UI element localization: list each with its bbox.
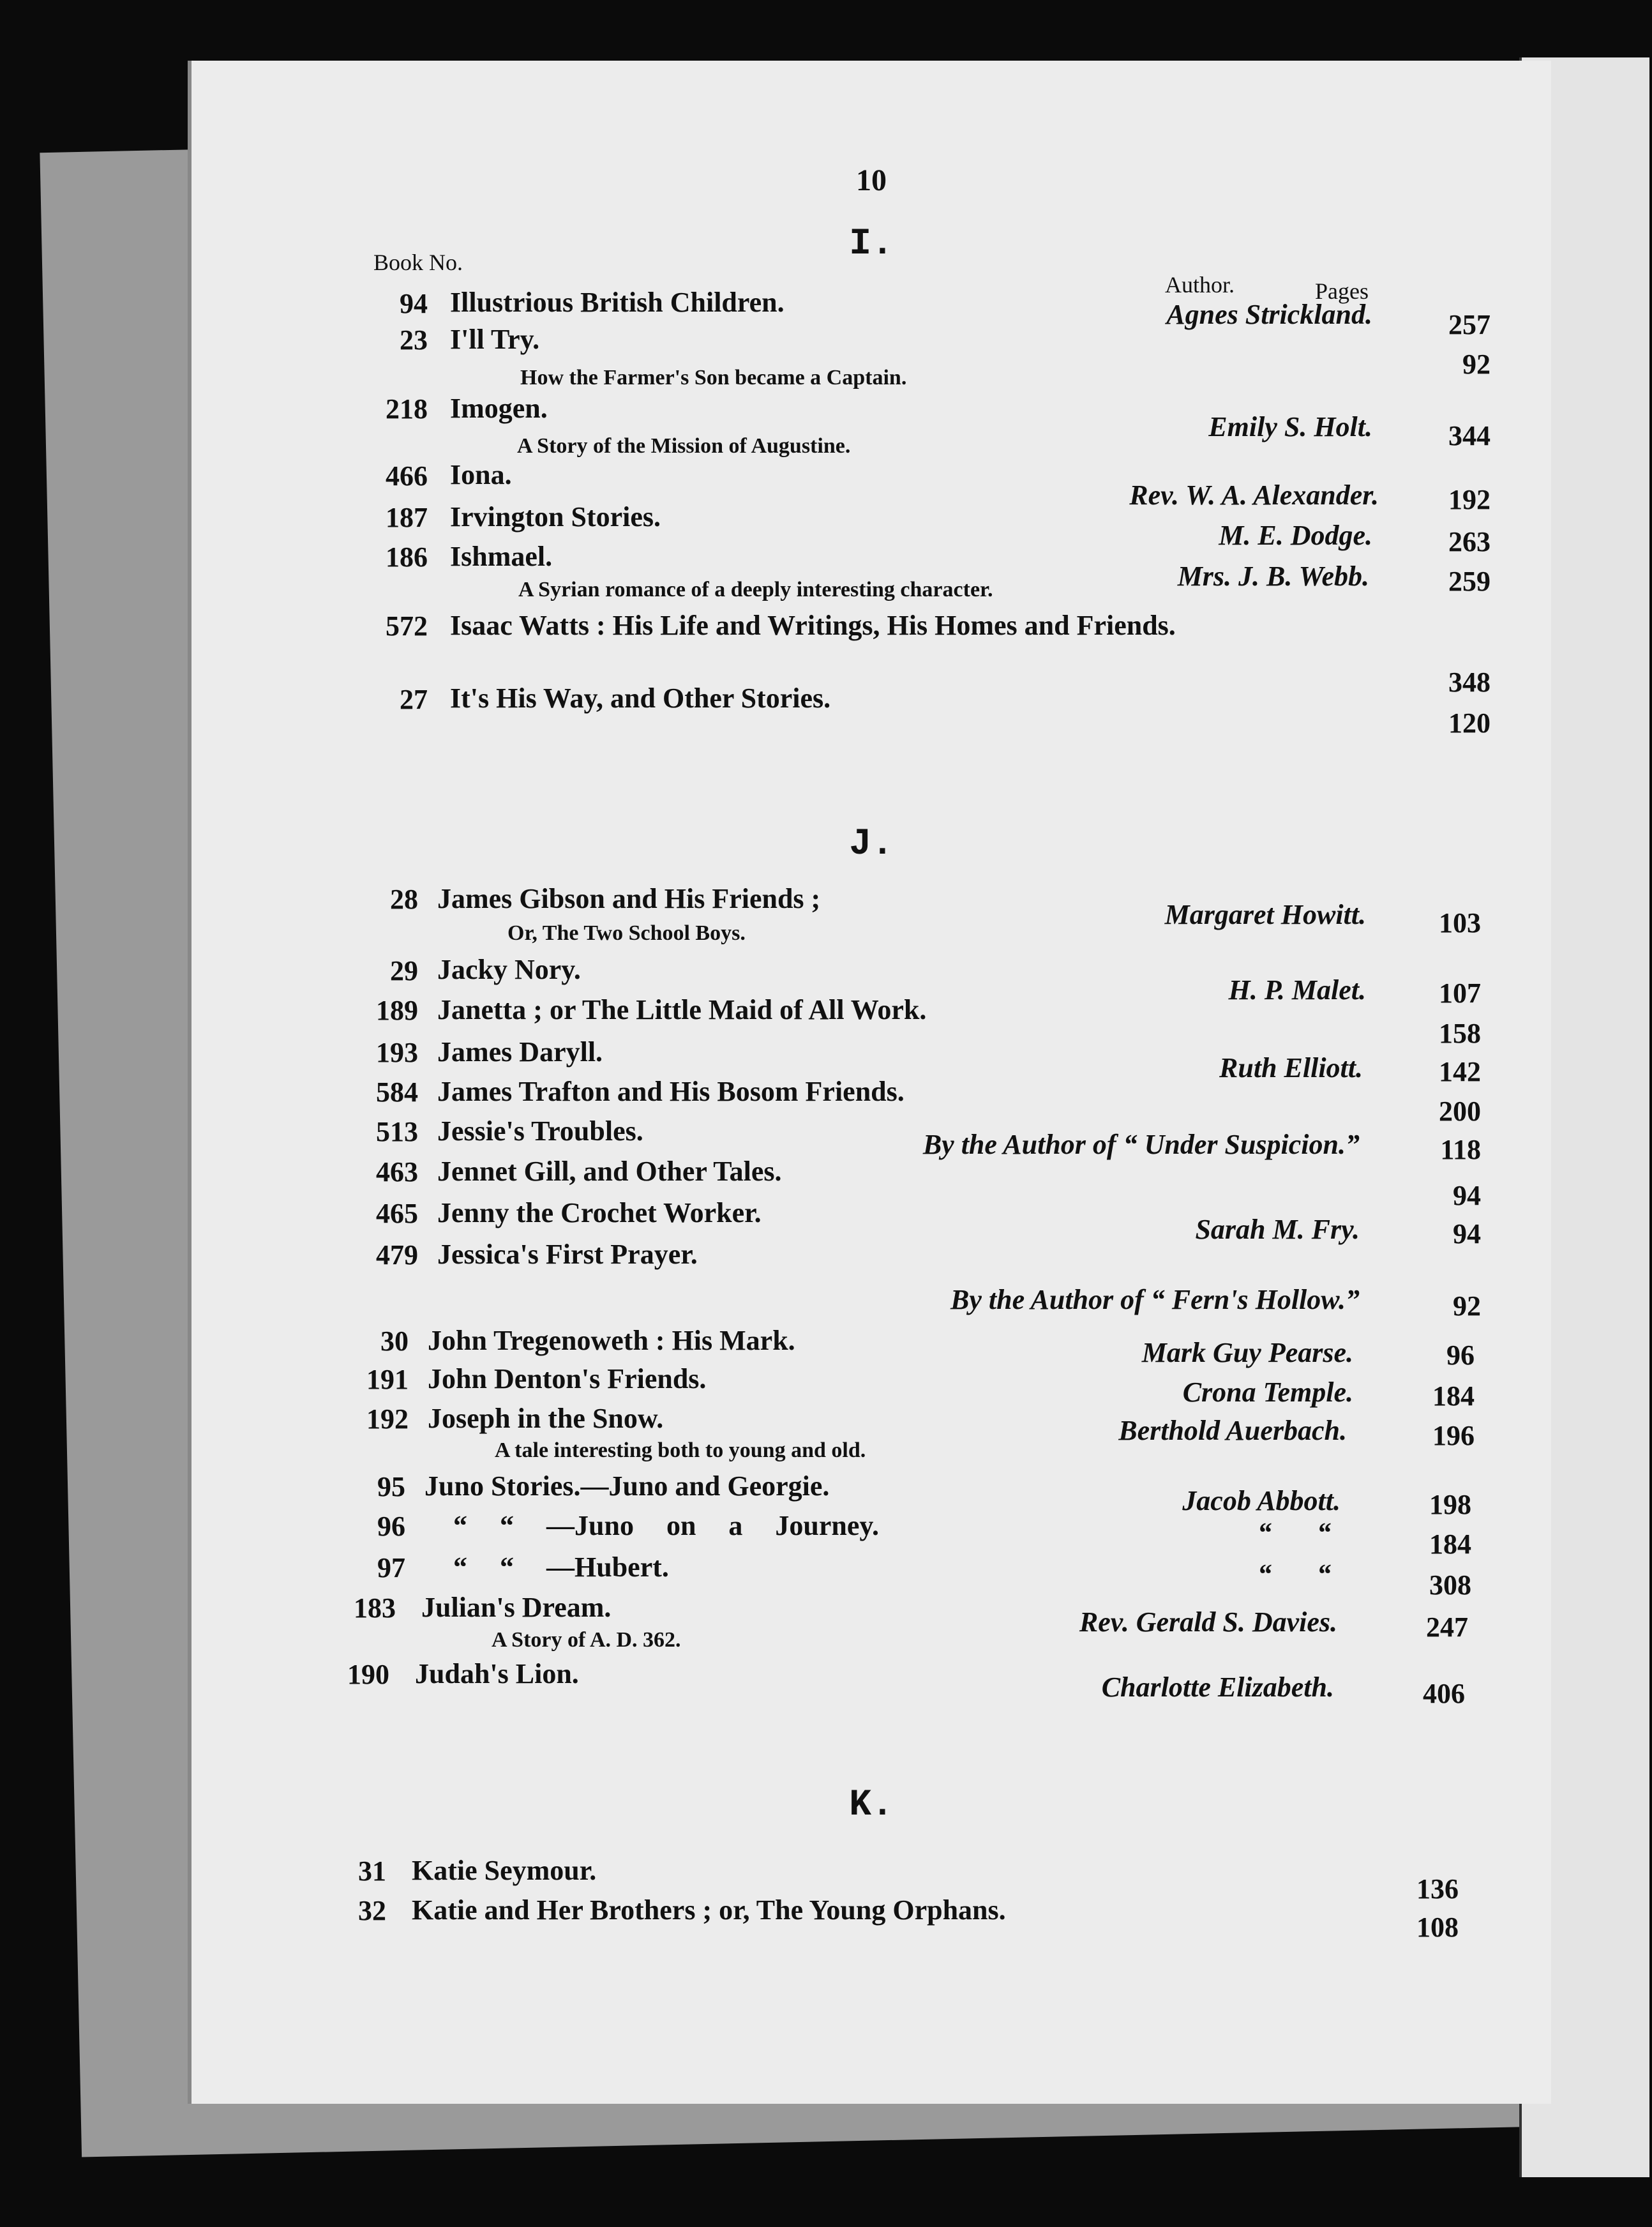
book-title: Katie Seymour. bbox=[412, 1855, 597, 1886]
book-title: Imogen. bbox=[450, 393, 548, 424]
book-author: Ruth Elliott. bbox=[1219, 1052, 1363, 1083]
book-subtitle: A Syrian romance of a deeply interesting character. bbox=[518, 578, 993, 601]
book-author: Rev. W. A. Alexander. bbox=[1129, 479, 1379, 511]
book-number: 28 bbox=[390, 884, 418, 915]
page-count: 108 bbox=[1416, 1912, 1459, 1943]
book-title: Jessica's First Prayer. bbox=[437, 1239, 698, 1270]
book-number: 32 bbox=[358, 1895, 386, 1926]
book-title: Jenny the Crochet Worker. bbox=[437, 1197, 762, 1228]
book-author: Mrs. J. B. Webb. bbox=[1177, 561, 1369, 592]
page-count: 92 bbox=[1462, 349, 1491, 380]
book-title: Joseph in the Snow. bbox=[428, 1403, 664, 1434]
book-number: 193 bbox=[376, 1037, 418, 1068]
book-title: Jacky Nory. bbox=[437, 954, 581, 985]
book-title: Jessie's Troubles. bbox=[437, 1115, 643, 1147]
book-author: Emily S. Holt. bbox=[1208, 411, 1372, 442]
page-count: 406 bbox=[1423, 1678, 1465, 1709]
book-title: Janetta ; or The Little Maid of All Work. bbox=[437, 994, 927, 1025]
book-subtitle: A Story of the Mission of Augustine. bbox=[517, 434, 851, 458]
page-count: 103 bbox=[1439, 907, 1481, 939]
book-number: 94 bbox=[400, 288, 428, 319]
book-title: Julian's Dream. bbox=[421, 1592, 612, 1623]
book-title: “ “ —Juno on a Journey. bbox=[453, 1510, 879, 1541]
book-number: 31 bbox=[358, 1855, 386, 1887]
book-number: 218 bbox=[386, 393, 428, 425]
page-count: 263 bbox=[1448, 526, 1491, 557]
book-number: 192 bbox=[366, 1403, 409, 1435]
page-count: 136 bbox=[1416, 1873, 1459, 1905]
page-count: 92 bbox=[1453, 1290, 1481, 1322]
page-count: 192 bbox=[1448, 484, 1491, 515]
page-number: 10 bbox=[856, 163, 887, 197]
book-title: It's His Way, and Other Stories. bbox=[450, 683, 831, 714]
page-count: 94 bbox=[1453, 1180, 1481, 1211]
book-number: 479 bbox=[376, 1239, 418, 1271]
book-number: 572 bbox=[386, 610, 428, 642]
page-count: 142 bbox=[1439, 1056, 1481, 1087]
book-number: 29 bbox=[390, 955, 418, 986]
book-author: “ “ bbox=[1258, 1517, 1331, 1548]
section-letter-i: I. bbox=[849, 223, 894, 265]
book-number: 465 bbox=[376, 1198, 418, 1229]
book-number: 191 bbox=[366, 1364, 409, 1395]
pages-header: Pages bbox=[1315, 278, 1369, 304]
book-number: 190 bbox=[347, 1659, 389, 1690]
book-title: John Tregenoweth : His Mark. bbox=[428, 1325, 795, 1356]
book-title: James Gibson and His Friends ; bbox=[437, 883, 821, 914]
book-author: Margaret Howitt. bbox=[1164, 899, 1366, 930]
book-title: Ishmael. bbox=[450, 541, 553, 572]
book-title: Jennet Gill, and Other Tales. bbox=[437, 1156, 782, 1187]
book-number: 27 bbox=[400, 684, 428, 715]
author-header: Author. bbox=[1165, 272, 1235, 298]
book-subtitle: How the Farmer's Son became a Captain. bbox=[520, 366, 907, 389]
book-author: Jacob Abbott. bbox=[1182, 1485, 1340, 1516]
page-count: 94 bbox=[1453, 1218, 1481, 1249]
page-count: 308 bbox=[1429, 1569, 1471, 1601]
book-author: Charlotte Elizabeth. bbox=[1101, 1672, 1334, 1703]
book-title: Illustrious British Children. bbox=[450, 287, 785, 318]
section-letter-j: J. bbox=[849, 824, 894, 865]
page-count: 96 bbox=[1446, 1340, 1475, 1371]
book-title: Irvington Stories. bbox=[450, 501, 661, 532]
book-number: 189 bbox=[376, 995, 418, 1026]
book-number: 95 bbox=[377, 1471, 405, 1502]
book-title: “ “ —Hubert. bbox=[453, 1551, 669, 1583]
book-number: 97 bbox=[377, 1552, 405, 1583]
book-number: 187 bbox=[386, 502, 428, 533]
page-count: 344 bbox=[1448, 420, 1491, 451]
book-number: 584 bbox=[376, 1076, 418, 1108]
book-title: Isaac Watts : His Life and Writings, His Homes and Friends. bbox=[450, 610, 1176, 641]
page-count: 120 bbox=[1448, 707, 1491, 739]
book-number: 30 bbox=[380, 1325, 409, 1357]
page-count: 348 bbox=[1448, 667, 1491, 698]
book-author: Sarah M. Fry. bbox=[1195, 1214, 1360, 1245]
book-number: 186 bbox=[386, 541, 428, 573]
book-number: 183 bbox=[354, 1592, 396, 1624]
book-author: Mark Guy Pearse. bbox=[1141, 1337, 1353, 1368]
catalogue-page bbox=[191, 61, 1551, 2104]
book-number: 463 bbox=[376, 1156, 418, 1188]
book-title: James Trafton and His Bosom Friends. bbox=[437, 1076, 905, 1107]
book-subtitle: A tale interesting both to young and old. bbox=[495, 1438, 866, 1462]
page-count: 198 bbox=[1429, 1489, 1471, 1520]
book-no-header: Book No. bbox=[373, 250, 463, 275]
page-count: 200 bbox=[1439, 1096, 1481, 1127]
book-author: Rev. Gerald S. Davies. bbox=[1079, 1606, 1337, 1638]
book-number: 466 bbox=[386, 460, 428, 492]
book-title: Katie and Her Brothers ; or, The Young Orphans. bbox=[412, 1894, 1006, 1926]
book-title: James Daryll. bbox=[437, 1036, 603, 1068]
book-title: Iona. bbox=[450, 459, 512, 490]
section-letter-k: K. bbox=[849, 1785, 894, 1826]
book-title: Juno Stories.—Juno and Georgie. bbox=[424, 1470, 830, 1502]
book-author: Agnes Strickland. bbox=[1166, 299, 1372, 330]
page-count: 247 bbox=[1426, 1612, 1468, 1643]
book-author: By the Author of “ Fern's Hollow.” bbox=[950, 1284, 1360, 1315]
book-title: Judah's Lion. bbox=[415, 1658, 579, 1689]
book-author: M. E. Dodge. bbox=[1219, 520, 1372, 551]
book-author: By the Author of “ Under Suspicion.” bbox=[922, 1129, 1360, 1160]
page-count: 196 bbox=[1432, 1420, 1475, 1451]
book-number: 23 bbox=[400, 324, 428, 356]
book-author: Crona Temple. bbox=[1182, 1377, 1353, 1408]
page-count: 118 bbox=[1440, 1134, 1481, 1165]
book-number: 96 bbox=[377, 1511, 405, 1542]
page-count: 257 bbox=[1448, 309, 1491, 340]
book-number: 513 bbox=[376, 1116, 418, 1147]
book-subtitle: Or, The Two School Boys. bbox=[507, 921, 746, 945]
page-count: 158 bbox=[1439, 1018, 1481, 1049]
page-count: 184 bbox=[1429, 1529, 1471, 1560]
book-author: “ “ bbox=[1258, 1559, 1331, 1590]
page-count: 184 bbox=[1432, 1380, 1475, 1412]
book-title: I'll Try. bbox=[450, 324, 540, 355]
book-author: H. P. Malet. bbox=[1228, 974, 1366, 1006]
book-author: Berthold Auerbach. bbox=[1118, 1415, 1347, 1446]
book-subtitle: A Story of A. D. 362. bbox=[492, 1628, 681, 1652]
book-title: John Denton's Friends. bbox=[428, 1363, 707, 1394]
page-count: 259 bbox=[1448, 566, 1491, 597]
page-count: 107 bbox=[1439, 978, 1481, 1009]
